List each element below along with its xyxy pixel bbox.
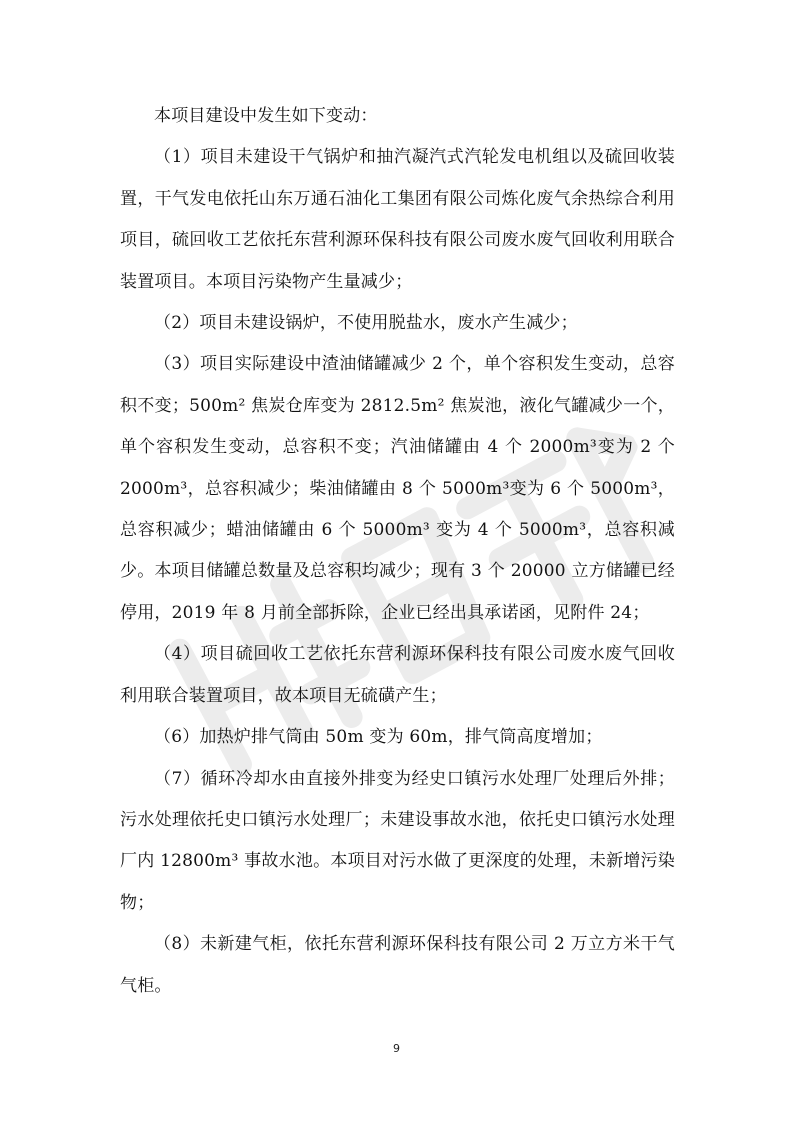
paragraph-item-6: （6）加热炉排气筒由 50m 变为 60m，排气筒高度增加；: [154, 727, 603, 748]
paragraph-item-8: （8）未新建气柜，依托东营利源环保科技有限公司 2 万立方米干气气柜。: [120, 934, 675, 996]
paragraph-item-1: （1）项目未建设干气锅炉和抽汽凝汽式汽轮发电机组以及硫回收装置，干气发电依托山东万通石油化工集团有限公司炼化废气余热综合利用项目，硫回收工艺依托东营利源环保科技有限公司废水废气回收利用联合装置项目。本项目污染物产生量减少；: [120, 147, 675, 292]
paragraph-item-2: （2）项目未建设锅炉，不使用脱盐水，废水产生减少；: [154, 313, 578, 334]
page-number: 9: [393, 1042, 400, 1055]
document-body: [120, 96, 675, 1007]
paragraph-item-7: （7）循环冷却水由直接外排变为经史口镇污水处理厂处理后外排；污水处理依托史口镇污水处理厂；未建设事故水池，依托史口镇污水处理厂内 12800m³ 事故水池。本项目对污水做了更深度的处理，未新增污染物；: [120, 768, 675, 913]
paragraph-item-4: （4）项目硫回收工艺依托东营利源环保科技有限公司废水废气回收利用联合装置项目，故本项目无硫磺产生；: [120, 644, 675, 706]
paragraph-intro: 本项目建设中发生如下变动：: [154, 106, 378, 126]
paragraph-item-3: （3）项目实际建设中渣油储罐减少 2 个，单个容积发生变动，总容积不变；500m² 焦炭仓库变为 2812.5m² 焦炭池，液化气罐减少一个，单个容积发生变动，总容积不变；汽油储罐由 4 个 2000m³变为 2 个 2000m³，总容积减少；柴油储罐由 8 个 5000m³变为 6 个 5000m³，总容积减少；蜡油储罐由 6 个 5000m³ 变为 4 个 5000m³，总容积减少。本项目储罐总数量及总容积均减少；现有 3 个 20000 立方储罐已经停用，2019 年 8 月前全部拆除，企业已经出具承诺函，见附件 24；: [120, 354, 675, 623]
